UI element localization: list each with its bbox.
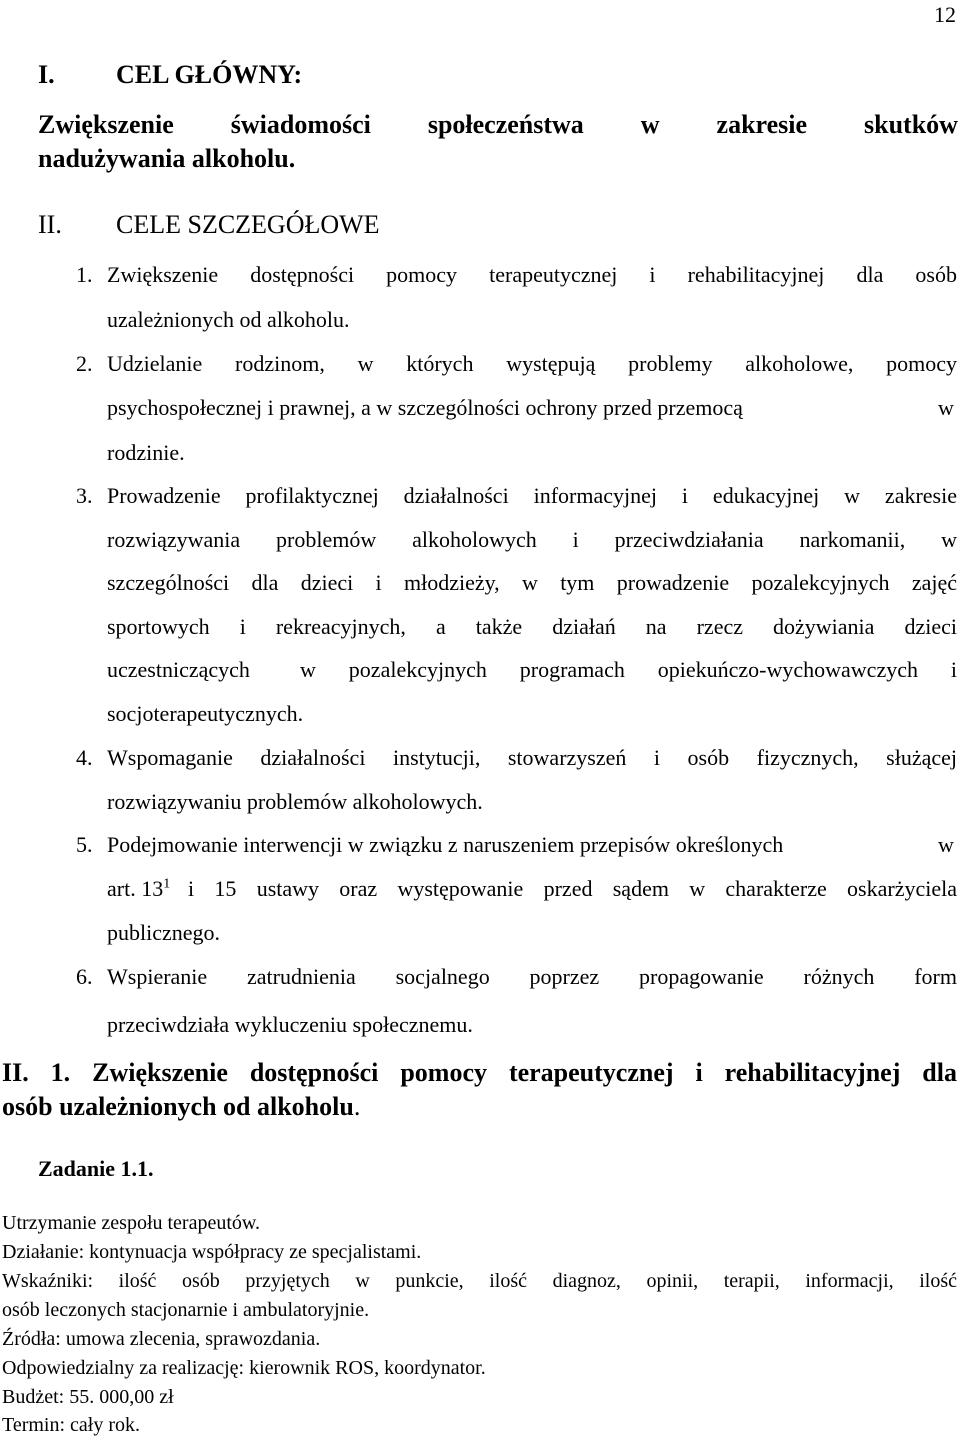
item-2-number: 2. xyxy=(76,351,93,376)
item-2-line-2-tail: w xyxy=(938,395,954,420)
item-5-line-3: publicznego. xyxy=(107,920,221,945)
item-5-number: 5. xyxy=(76,832,93,857)
section-2-title: CELE SZCZEGÓŁOWE xyxy=(116,210,380,239)
main-goal-line-1 xyxy=(38,110,958,140)
goal-word: zakresie xyxy=(716,110,808,139)
item-5-line-1: Podejmowanie interwencji w związku z naruszeniem przepisów określonych xyxy=(107,832,784,857)
section-2-number: II. xyxy=(38,210,62,239)
item-3-number: 3. xyxy=(76,483,93,508)
subsection-heading-period: . xyxy=(353,1092,361,1121)
section-1-title: CEL GŁÓWNY: xyxy=(116,60,303,89)
item-4-line-2: rozwiązywaniu problemów alkoholowych. xyxy=(107,789,483,814)
task-line-7: Budżet: 55. 000,00 zł xyxy=(2,1386,174,1408)
item-2-line-3: rodzinie. xyxy=(107,440,185,465)
item-3-line-4: sportowych i rekreacyjnych, a także działań na rzecz dożywiania dzieci xyxy=(107,614,957,639)
item-6-line-1: Wspieranie zatrudnienia socjalnego poprzez propagowanie różnych form xyxy=(107,964,957,989)
subsection-heading-text: osób uzależnionych od alkoholu xyxy=(2,1092,354,1121)
item-5-article: art. 13 xyxy=(107,876,164,901)
item-4-line-1: Wspomaganie działalności instytucji, stowarzyszeń i osób fizycznych, służącej xyxy=(107,745,957,770)
goal-word: społeczeństwa xyxy=(427,110,584,139)
task-line-5: Źródła: umowa zlecenia, sprawozdania. xyxy=(2,1328,321,1350)
section-1-number: I. xyxy=(38,60,55,89)
item-6-number: 6. xyxy=(76,964,93,989)
goal-word: w xyxy=(640,110,660,139)
item-3-line-2: rozwiązywania problemów alkoholowych i przeciwdziałania narkomanii, w xyxy=(107,527,957,552)
item-3-line-5b: w pozalekcyjnych programach opiekuńczo-wychowawczych i xyxy=(300,657,957,682)
item-3-line-3: szczególności dla dzieci i młodzieży, w tym prowadzenie pozalekcyjnych zajęć xyxy=(107,570,957,595)
task-line-3: Wskaźniki: ilość osób przyjętych w punkcie, ilość diagnoz, opinii, terapii, informacji, ilość xyxy=(2,1270,957,1292)
page-number: 12 xyxy=(934,2,956,27)
item-5-line-2a xyxy=(107,876,170,902)
item-5-line-1-tail: w xyxy=(938,832,954,857)
item-2-line-1: Udzielanie rodzinom, w których występują problemy alkoholowe, pomocy xyxy=(107,351,957,376)
item-1-line-2: uzależnionych od alkoholu. xyxy=(107,307,350,332)
item-1-number: 1. xyxy=(76,262,93,287)
item-3-line-6: socjoterapeutycznych. xyxy=(107,701,304,726)
item-5-line-2b: i 15 ustawy oraz występowanie przed sądem w charakterze oskarżyciela xyxy=(188,876,957,901)
main-goal-line-2: nadużywania alkoholu. xyxy=(38,144,296,173)
goal-word: skutków xyxy=(864,110,958,139)
task-line-2: Działanie: kontynuacja współpracy ze specjalistami. xyxy=(2,1241,422,1263)
subsection-heading-line-2 xyxy=(2,1092,360,1122)
task-line-1: Utrzymanie zespołu terapeutów. xyxy=(2,1212,261,1234)
subsection-heading-line-1: II. 1. Zwiększenie dostępności pomocy terapeutycznej i rehabilitacyjnej dla xyxy=(2,1058,957,1087)
item-4-number: 4. xyxy=(76,745,93,770)
item-2-line-2: psychospołecznej i prawnej, a w szczególności ochrony przed przemocą xyxy=(107,395,743,420)
item-6-line-2: przeciwdziała wykluczeniu społecznemu. xyxy=(107,1012,473,1037)
task-line-4: osób leczonych stacjonarnie i ambulatoryjnie. xyxy=(2,1299,370,1321)
goal-word: świadomości xyxy=(230,110,371,139)
task-line-8: Termin: cały rok. xyxy=(2,1414,140,1436)
task-title: Zadanie 1.1. xyxy=(38,1156,154,1181)
item-3-line-5a: uczestniczących xyxy=(107,657,250,682)
item-5-superscript: 1 xyxy=(163,876,171,892)
item-1-line-1: Zwiększenie dostępności pomocy terapeutycznej i rehabilitacyjnej dla osób xyxy=(107,262,957,287)
goal-word: Zwiększenie xyxy=(38,110,174,139)
item-3-line-1: Prowadzenie profilaktycznej działalności informacyjnej i edukacyjnej w zakresie xyxy=(107,483,957,508)
task-line-6: Odpowiedzialny za realizację: kierownik ROS, koordynator. xyxy=(2,1357,486,1379)
